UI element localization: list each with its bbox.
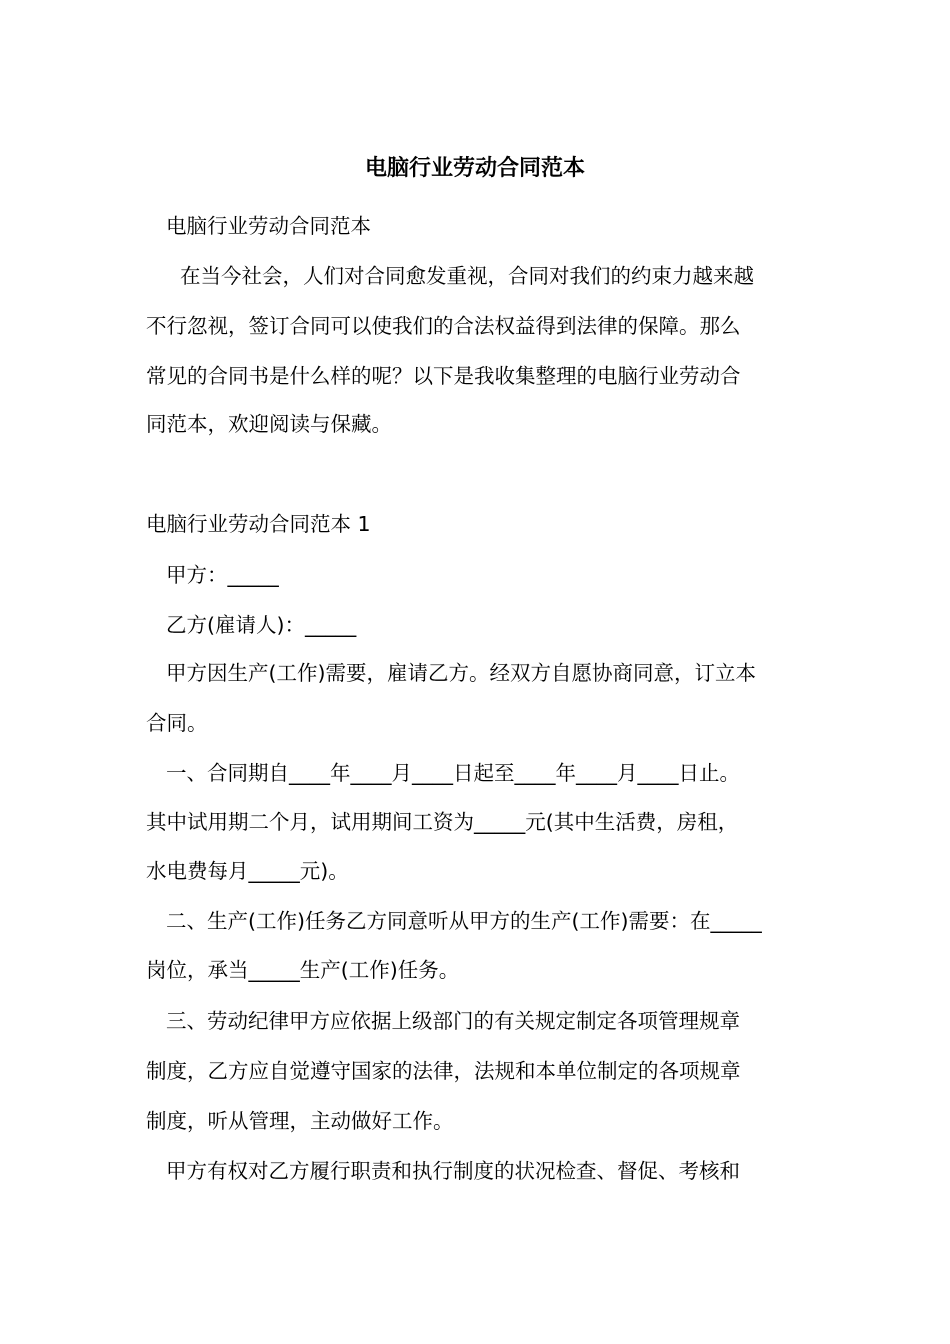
paragraph-line: 常见的合同书是什么样的呢？以下是我收集整理的电脑行业劳动合 — [146, 364, 741, 388]
party-b-line: 乙方(雇请人)：_____ — [166, 613, 357, 637]
clause-line: 二、生产(工作)任务乙方同意听从甲方的生产(工作)需要：在_____ — [166, 909, 762, 933]
clause-line: 甲方有权对乙方履行职责和执行制度的状况检查、督促、考核和 — [166, 1159, 740, 1183]
paragraph-line: 同范本，欢迎阅读与保藏。 — [146, 412, 392, 436]
clause-line: 一、合同期自____年____月____日起至____年____月____日止。 — [166, 761, 740, 785]
party-a-line: 甲方：_____ — [166, 563, 279, 587]
paragraph-line: 不行忽视，签订合同可以使我们的合法权益得到法律的保障。那么 — [146, 314, 741, 338]
paragraph-line: 甲方因生产(工作)需要，雇请乙方。经双方自愿协商同意，订立本 — [166, 661, 756, 685]
clause-line: 水电费每月_____元)。 — [146, 859, 349, 883]
section-heading: 电脑行业劳动合同范本 1 — [146, 512, 371, 536]
paragraph-line: 合同。 — [146, 711, 208, 735]
paragraph-line: 在当今社会，人们对合同愈发重视，合同对我们的约束力越来越 — [180, 264, 754, 288]
clause-line: 三、劳动纪律甲方应依据上级部门的有关规定制定各项管理规章 — [166, 1009, 740, 1033]
document-title: 电脑行业劳动合同范本 — [364, 156, 585, 181]
clause-line: 岗位，承当_____生产(工作)任务。 — [146, 958, 460, 982]
clause-line: 其中试用期二个月，试用期间工资为_____元(其中生活费，房租， — [146, 810, 739, 834]
clause-line: 制度，听从管理，主动做好工作。 — [146, 1109, 454, 1133]
clause-line: 制度，乙方应自觉遵守国家的法律，法规和本单位制定的各项规章 — [146, 1059, 741, 1083]
intro-heading: 电脑行业劳动合同范本 — [166, 214, 371, 238]
